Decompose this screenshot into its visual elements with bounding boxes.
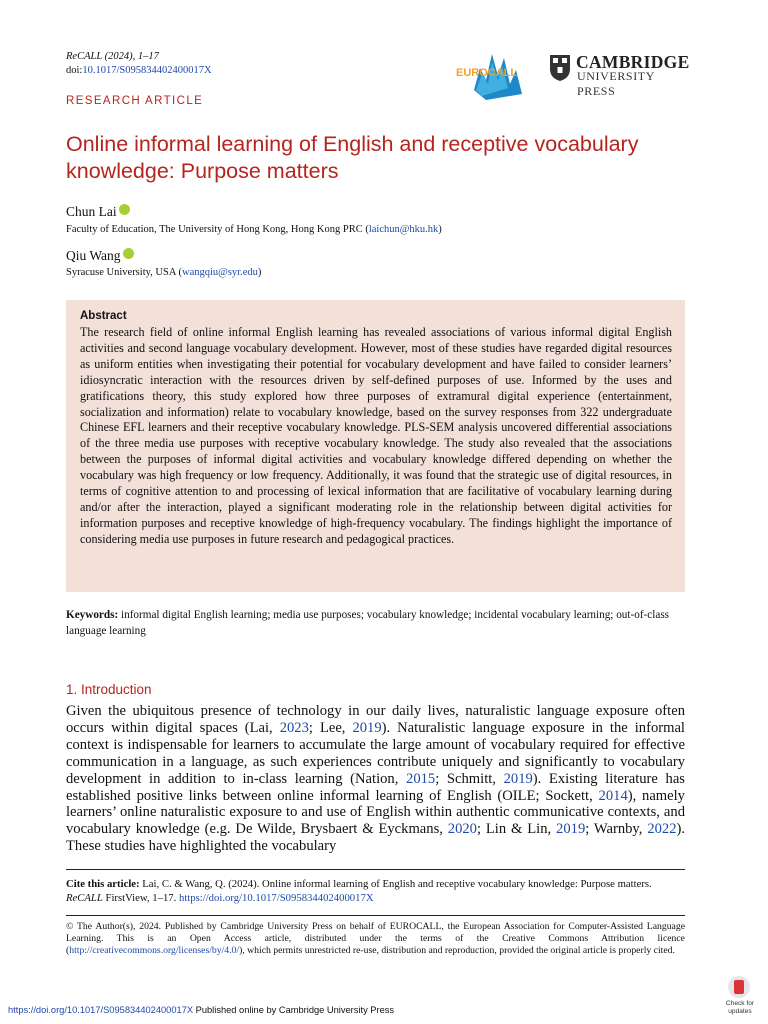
cambridge-logo [549, 52, 690, 98]
footnote-divider [66, 869, 685, 870]
citation-link[interactable]: 2020 [447, 821, 477, 838]
citation-link[interactable]: 2019 [556, 821, 586, 838]
citation-link[interactable]: 2019 [503, 770, 533, 787]
article-title: Online informal learning of English and receptive vocabulary knowledge: Purpose matters [66, 132, 639, 183]
citation-link[interactable]: 2019 [352, 719, 382, 736]
keywords-text: informal digital English learning; media use purposes; vocabulary knowledge; incidental vocabulary learning; out-of-class language learning [66, 609, 670, 637]
journal-citation [66, 50, 212, 78]
citation-link[interactable]: 2022 [647, 821, 677, 838]
license-divider [66, 915, 685, 916]
eurocall-wordmark: EUROCALL [456, 67, 518, 79]
keywords-label: Keywords: [66, 609, 119, 621]
author-affiliation: Faculty of Education, The University of Hong Kong, Hong Kong PRC (laichun@hku.hk) [66, 224, 442, 235]
orcid-icon[interactable] [119, 204, 130, 215]
eurocall-logo [456, 50, 540, 102]
journal-name: ReCALL (2024), 1–17 [66, 51, 159, 62]
author-name: Qiu Wang [66, 248, 134, 264]
section-heading: 1. Introduction [66, 682, 152, 697]
author-affiliation: Syracuse University, USA (wangqiu@syr.edu) [66, 267, 262, 278]
page-footer: https://doi.org/10.1017/S095834402400017X Published online by Cambridge University Press [8, 1005, 395, 1015]
keywords [66, 607, 685, 639]
citation-link[interactable]: 2014 [598, 787, 628, 804]
doi-link[interactable]: 10.1017/S095834402400017X [82, 65, 212, 76]
doi-line: doi:10.1017/S095834402400017X [66, 65, 212, 76]
author-email-link[interactable]: laichun@hku.hk [368, 224, 439, 235]
abstract-text: The research field of online informal English learning has revealed associations of various informal digital English activities and second language vocabulary development. However, most of these studies have regarded digital resources as uniform entities when investigating their potential for vocabulary development and have failed to consider learners’ idiosyncratic interaction with the resources driven by self-defined purposes of use. Informed by the uses and gratifications theory, this study explored how three purposes of extramural digital experience (entertainment, socialization and information) relate to vocabulary knowledge, based on the survey responses from 322 undergraduate Chinese EFL learners and their receptive vocabulary knowledge. PLS-SEM analysis uncovered differential associations of the three media use purposes with receptive vocabulary knowledge. The study also revealed that the associations between the purposes of informal digital activities and vocabulary knowledge differed depending on whether the vocabulary was high frequency or low frequency. Additionally, it was found that the strategic use of digital resources, in terms of cognitive attention to and processing of lexical information that are facilitative of vocabulary learning during and/or after the interaction, played a significant moderating role in the relationship between digital activities for information purposes and receptive knowledge of high-frequency vocabulary. The findings highlight the importance of considering media use purposes in future research and pedagogical practices. [80, 325, 672, 546]
article-type: RESEARCH ARTICLE [66, 95, 204, 107]
footer-doi-link[interactable]: https://doi.org/10.1017/S095834402400017X [8, 1005, 194, 1015]
publisher-name: CAMBRIDGE [576, 52, 690, 72]
cite-doi-link[interactable]: https://doi.org/10.1017/S095834402400017X [178, 892, 374, 904]
citation-link[interactable]: 2023 [279, 719, 309, 736]
check-for-updates-badge[interactable]: Check for updates [719, 976, 761, 1020]
abstract-heading: Abstract [80, 310, 127, 322]
publisher-subname: UNIVERSITY PRESS [577, 69, 655, 98]
license-link[interactable]: http://creativecommons.org/licenses/by/4.0/ [69, 945, 240, 957]
orcid-icon[interactable] [123, 248, 134, 259]
author-email-link[interactable]: wangqiu@syr.edu [181, 267, 258, 278]
bookmark-icon [734, 980, 744, 994]
cambridge-crest-icon [549, 54, 571, 81]
introduction-paragraph: Given the ubiquitous presence of technology in our daily lives, naturalistic language exposure often occurs within digital spaces (Lai, 2023; Lee, 2019). Naturalistic language exposure in the informal context is indispensable for learners to accumulate the large amount of vocabulary required for effective communication in a language, as such experiences contribute uniquely and significantly to vocabulary development in addition to in-class learning (Nation, 2015; Schmitt, 2019). Existing literature has established positive links between online informal learning of English (OILE; Sockett, 2014), namely learners’ online naturalistic exposure to and use of English within authentic communicative contexts, and vocabulary knowledge (e.g. De Wilde, Brysbaert & Eyckmans, 2020; Lin & Lin, 2019; Warnby, 2022). These studies have highlighted the vocabulary [66, 703, 686, 855]
cite-this-article: Cite this article: Lai, C. & Wang, Q. (2024). Online informal learning of English and receptive vocabulary knowledge: Purpose matters. ReCALL FirstView, 1–17. https://doi.org/10.1017/S095834402400017X [66, 878, 652, 904]
citation-link[interactable]: 2015 [406, 770, 436, 787]
license-notice: © The Author(s), 2024. Published by Cambridge University Press on behalf of EUROCALL, the European Association for Computer-Assisted Language Learning. This is an Open Access article, distributed under the terms of the Creative Commons Attribution licence (http://creativecommons.org/licenses/by/4.0/), which permits unrestricted re-use, distribution and reproduction, provided the original article is properly cited. [66, 921, 685, 957]
author-name: Chun Lai [66, 204, 130, 220]
